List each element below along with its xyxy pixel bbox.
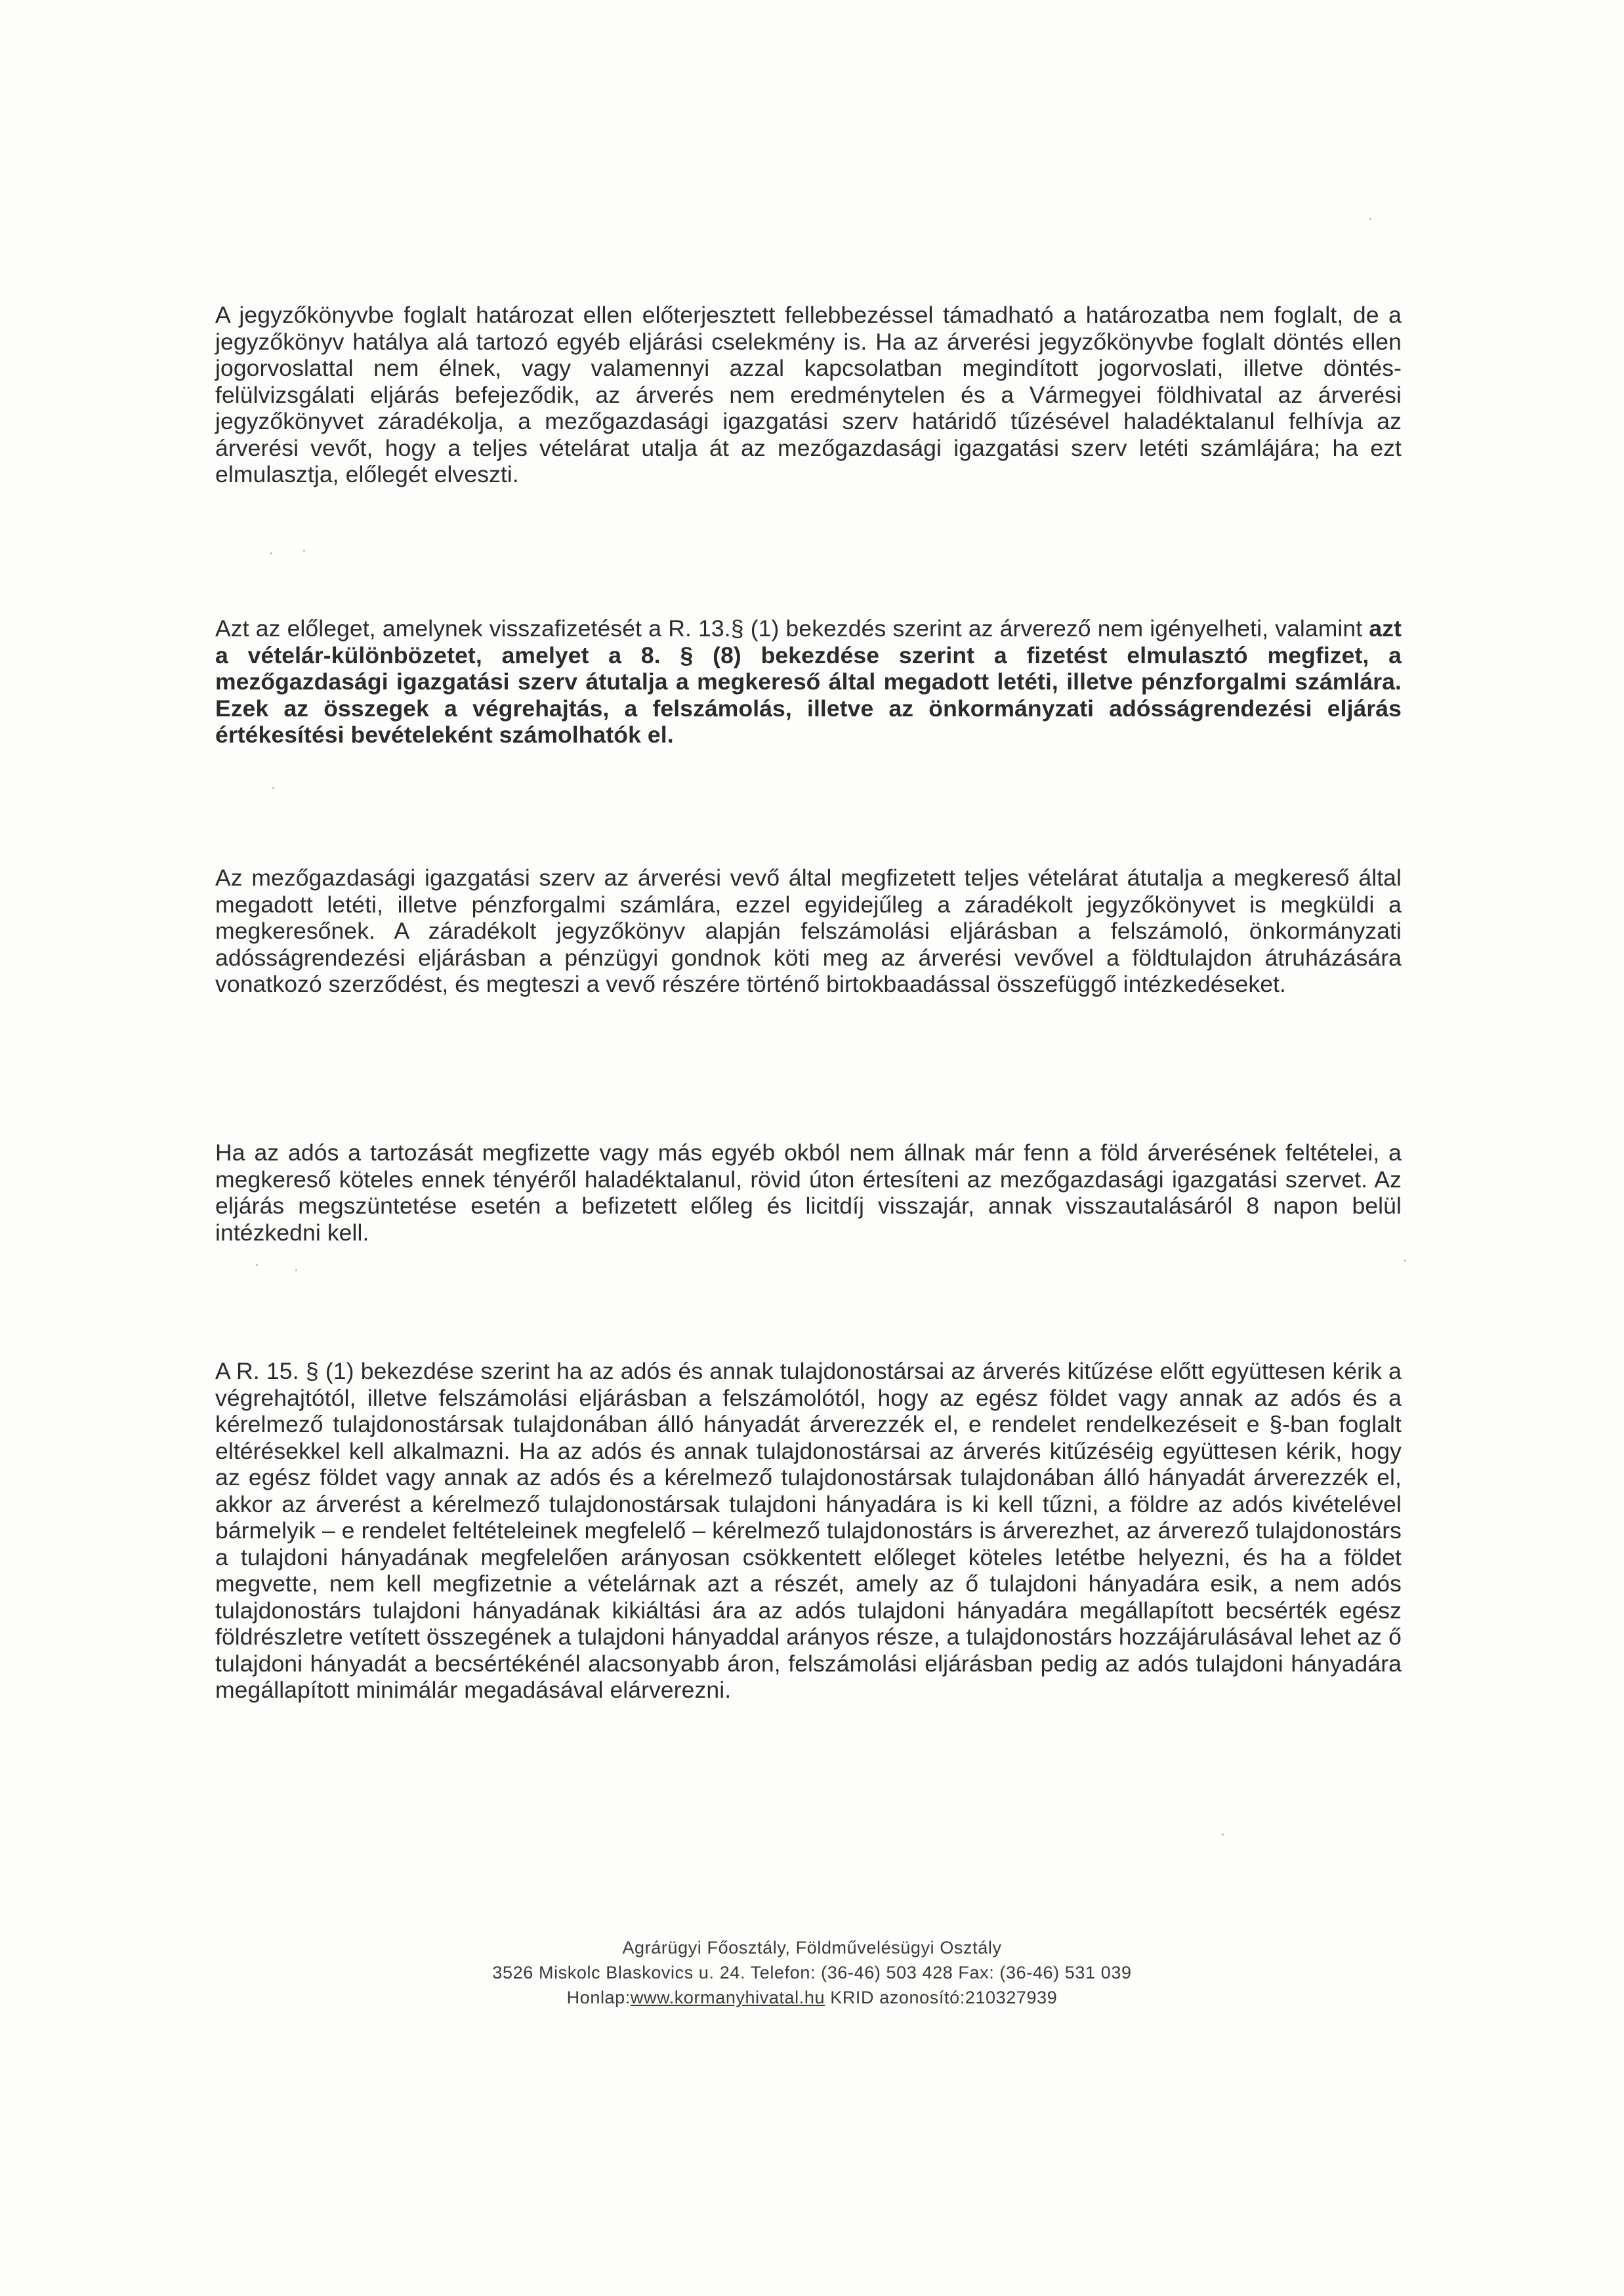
- paragraph-advance-payment: [215, 615, 1402, 748]
- paragraph-co-owners: A R. 15. § (1) bekezdése szerint ha az adós és annak tulajdonostársai az árverés kitűzése előtt együttesen kérik a végrehajtótól, illetve felszámolási eljárásban a felszámolótól, hogy az egész földet vagy annak az adós és a kérelmező tulajdonostársak tulajdonában álló hányadát árverezzék el, e rendelet rendelkezéseit e §-ban foglalt eltérésekkel kell alkalmazni. Ha az adós és annak tulajdonostársai az árverés kitűzéséig együttesen kérik, hogy az egész földet vagy annak az adós és a kérelmező tulajdonostársak tulajdonában álló hányadát árverezzék el, akkor az árverést a kérelmező tulajdonostársak tulajdoni hányadára is ki kell tűzni, a földre az adós kivételével bármelyik – e rendelet feltételeinek megfelelő – kérelmező tulajdonostárs is árverezhet, az árverező tulajdonostárs a tulajdoni hányadának megfelelően arányosan csökkentett előleget köteles letétbe helyezni, és ha a földet megvette, nem kell megfizetnie a vételárnak azt a részét, amely az ő tulajdoni hányadára esik, a nem adós tulajdonostárs tulajdoni hányadának kikiáltási ára az adós tulajdoni hányadára megállapított becsérték egész földrészletre vetített összegének a tulajdoni hányaddal arányos része, a tulajdonostárs hozzájárulásával lehet az ő tulajdoni hányadát a becsértékénél alacsonyabb áron, felszámolási eljárásban pedig az adós tulajdoni hányadára megállapított minimálár megadásával elárverezni.: [215, 1358, 1402, 1703]
- paragraph-appeal: A jegyzőkönyvbe foglalt határozat ellen előterjesztett fellebbezéssel támadható a határozatba nem foglalt, de a jegyzőkönyv hatálya alá tartozó egyéb eljárási cselekmény is. Ha az árverési jegyzőkönyvbe foglalt döntés ellen jogorvoslattal nem élnek, vagy valamennyi azzal kapcsolatban megindított jogorvoslati, illetve döntés-felülvizsgálati eljárás befejeződik, az árverés nem eredménytelen és a Vármegyei földhivatal az árverési jegyzőkönyvet záradékolja, a mezőgazdasági igazgatási szerv határidő tűzésével haladéktalanul felhívja az árverési vevőt, hogy a teljes vételárat utalja át az mezőgazdasági igazgatási szerv letéti számlájára; ha ezt elmulasztja, előlegét elveszti.: [215, 302, 1402, 487]
- scan-speck: [295, 1269, 297, 1271]
- scan-speck: [270, 552, 272, 554]
- paragraph-transfer: Az mezőgazdasági igazgatási szerv az árverési vevő által megfizetett teljes vételárat átutalja a megkereső által megadott letéti, illetve pénzforgalmi számlára, ezzel egyidejűleg a záradékolt jegyzőkönyvet is megküldi a megkeresőnek. A záradékolt jegyzőkönyv alapján felszámolási eljárásban a felszámoló, önkormányzati adósságrendezési eljárásban a pénzügyi gondnok köti meg az árverési vevővel a földtulajdon átruházására vonatkozó szerződést, és megteszi a vevő részére történő birtokbaadással összefüggő intézkedéseket.: [215, 865, 1402, 997]
- footer-department: Agrárügyi Főosztály, Földművelésügyi Osztály: [622, 1938, 1002, 1958]
- footer-web-line: [0, 1985, 1624, 2010]
- scan-speck: [1222, 1834, 1224, 1835]
- paragraph-advance-payment-normal: Azt az előleget, amelynek visszafizetését a R. 13.§ (1) bekezdés szerint az árverező nem igényelheti, valamint: [215, 615, 1369, 642]
- scan-speck: [1404, 1260, 1406, 1261]
- paragraph-advance-payment-bold: azt a vételár-különbözetet, amelyet a 8. § (8) bekezdése szerint a fizetést elmulasztó megfizet, a mezőgazdasági igazgatási szerv átutalja a megkereső által megadott letéti, illetve pénzforgalmi számlára. Ezek az összegek a végrehajtás, a felszámolás, illetve az önkormányzati adósságrendezési eljárás értékesítési bevételeként számolhatók el.: [215, 615, 1402, 748]
- scan-speck: [1369, 218, 1371, 220]
- scan-speck: [303, 550, 305, 552]
- footer-address: 3526 Miskolc Blaskovics u. 24. Telefon: (36-46) 503 428 Fax: (36-46) 531 039: [492, 1963, 1132, 1982]
- footer-krid: KRID azonosító:210327939: [825, 1988, 1058, 2007]
- website-link[interactable]: www.kormanyhivatal.hu: [630, 1988, 825, 2007]
- footer: [0, 1935, 1624, 2010]
- scan-speck: [256, 1264, 258, 1266]
- scan-speck: [272, 787, 274, 789]
- paragraph-debt-paid: Ha az adós a tartozását megfizette vagy más egyéb okból nem állnak már fenn a föld árverésének feltételei, a megkereső köteles ennek tényéről haladéktalanul, rövid úton értesíteni az mezőgazdasági igazgatási szervet. Az eljárás megszüntetése esetén a befizetett előleg és licitdíj visszajár, annak visszautalásáról 8 napon belül intézkedni kell.: [215, 1139, 1402, 1246]
- footer-web-prefix: Honlap:: [566, 1988, 631, 2007]
